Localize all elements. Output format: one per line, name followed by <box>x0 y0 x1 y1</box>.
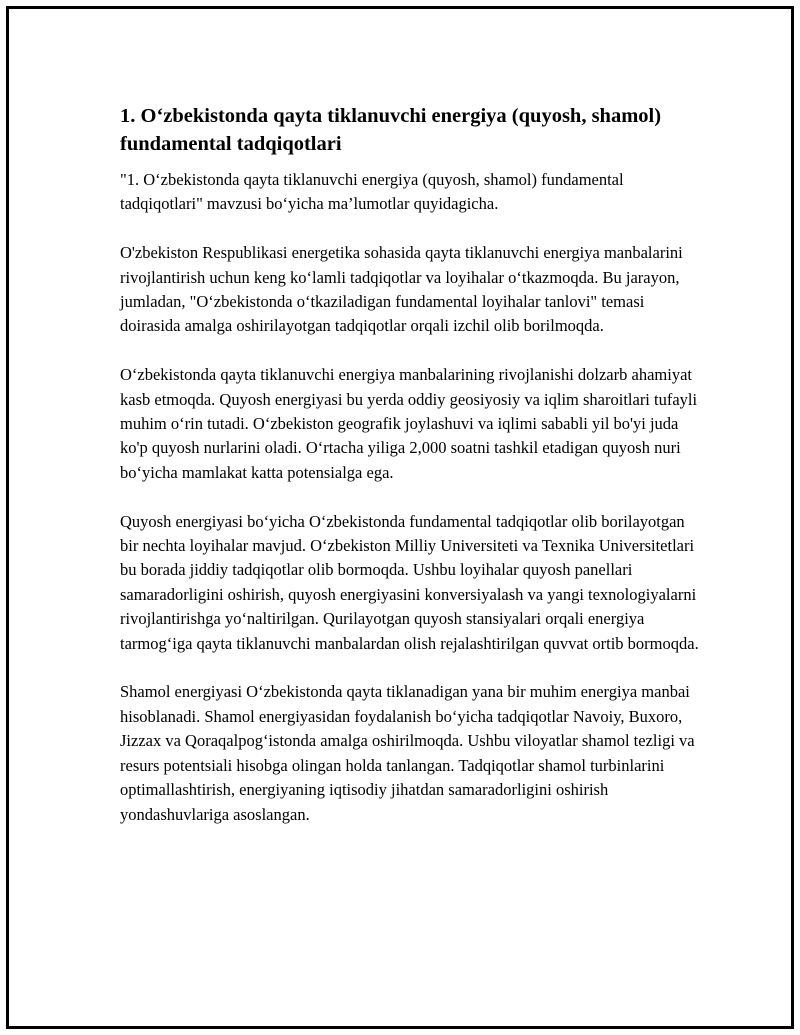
paragraph-research-projects: O'zbekiston Respublikasi energetika sohasida qayta tiklanuvchi energiya manbalarini rivojlantirish uchun keng ko‘lamli tadqiqotlar va loyihalar o‘tkazmoqda. Bu jarayon, jumladan, "O‘zbekistonda o‘tkaziladigan fundamental loyihalar tanlovi" temasi doirasida amalga oshirilayotgan tadqiqotlar orqali izchil olib borilmoqda. <box>120 243 683 336</box>
page-frame <box>6 6 794 1029</box>
paragraph-intro: "1. O‘zbekistonda qayta tiklanuvchi energiya (quyosh, shamol) fundamental tadqiqotlari" mavzusi bo‘yicha ma’lumotlar quyidagicha. <box>120 170 624 214</box>
document-body <box>120 102 700 851</box>
paragraph-solar-potential: O‘zbekistonda qayta tiklanuvchi energiya manbalarining rivojlanishi dolzarb ahamiyat kasb etmoqda. Quyosh energiyasi bu yerda oddiy geosiyosiy va iqlim sharoitlari tufayli muhim o‘rin tutadi. O‘zbekiston geografik joylashuvi va iqlimi sababli yil bo'yi juda ko'p quyosh nurlarini oladi. O‘rtacha yiliga 2,000 soatni tashkil etadigan quyosh nuri bo‘yicha mamlakat katta potensialga ega. <box>120 365 698 482</box>
paragraph-solar-research: Quyosh energiyasi bo‘yicha O‘zbekistonda fundamental tadqiqotlar olib borilayotgan bir nechta loyihalar mavjud. O‘zbekiston Milliy Universiteti va Texnika Universitetlari bu borada jiddiy tadqiqotlar olib bormoqda. Ushbu loyihalar quyosh panellari samaradorligini oshirish, quyosh energiyasini konversiyalash va yangi texnologiyalarni rivojlantirishga yo‘naltirilgan. Qurilayotgan quyosh stansiyalari orqali energiya tarmog‘iga qayta tiklanuvchi manbalardan olish rejalashtirilgan quvvat ortib bormoqda. <box>120 511 699 653</box>
paragraph-wind-energy: Shamol energiyasi O‘zbekistonda qayta tiklanadigan yana bir muhim energiya manbai hisoblanadi. Shamol energiyasidan foydalanish bo‘yicha tadqiqotlar Navoiy, Buxoro, Jizzax va Qoraqalpog‘istonda amalga oshirilmoqda. Ushbu viloyatlar shamol tezligi va resurs potentsiali hisobga olingan holda tanlangan. Tadqiqotlar shamol turbinlarini optimallashtirish, energiyaning iqtisodiy jihatdan samaradorligini oshirish yondashuvlariga asoslangan. <box>120 682 695 824</box>
document-title: 1. O‘zbekistonda qayta tiklanuvchi energiya (quyosh, shamol) fundamental tadqiqotlari <box>120 105 662 155</box>
